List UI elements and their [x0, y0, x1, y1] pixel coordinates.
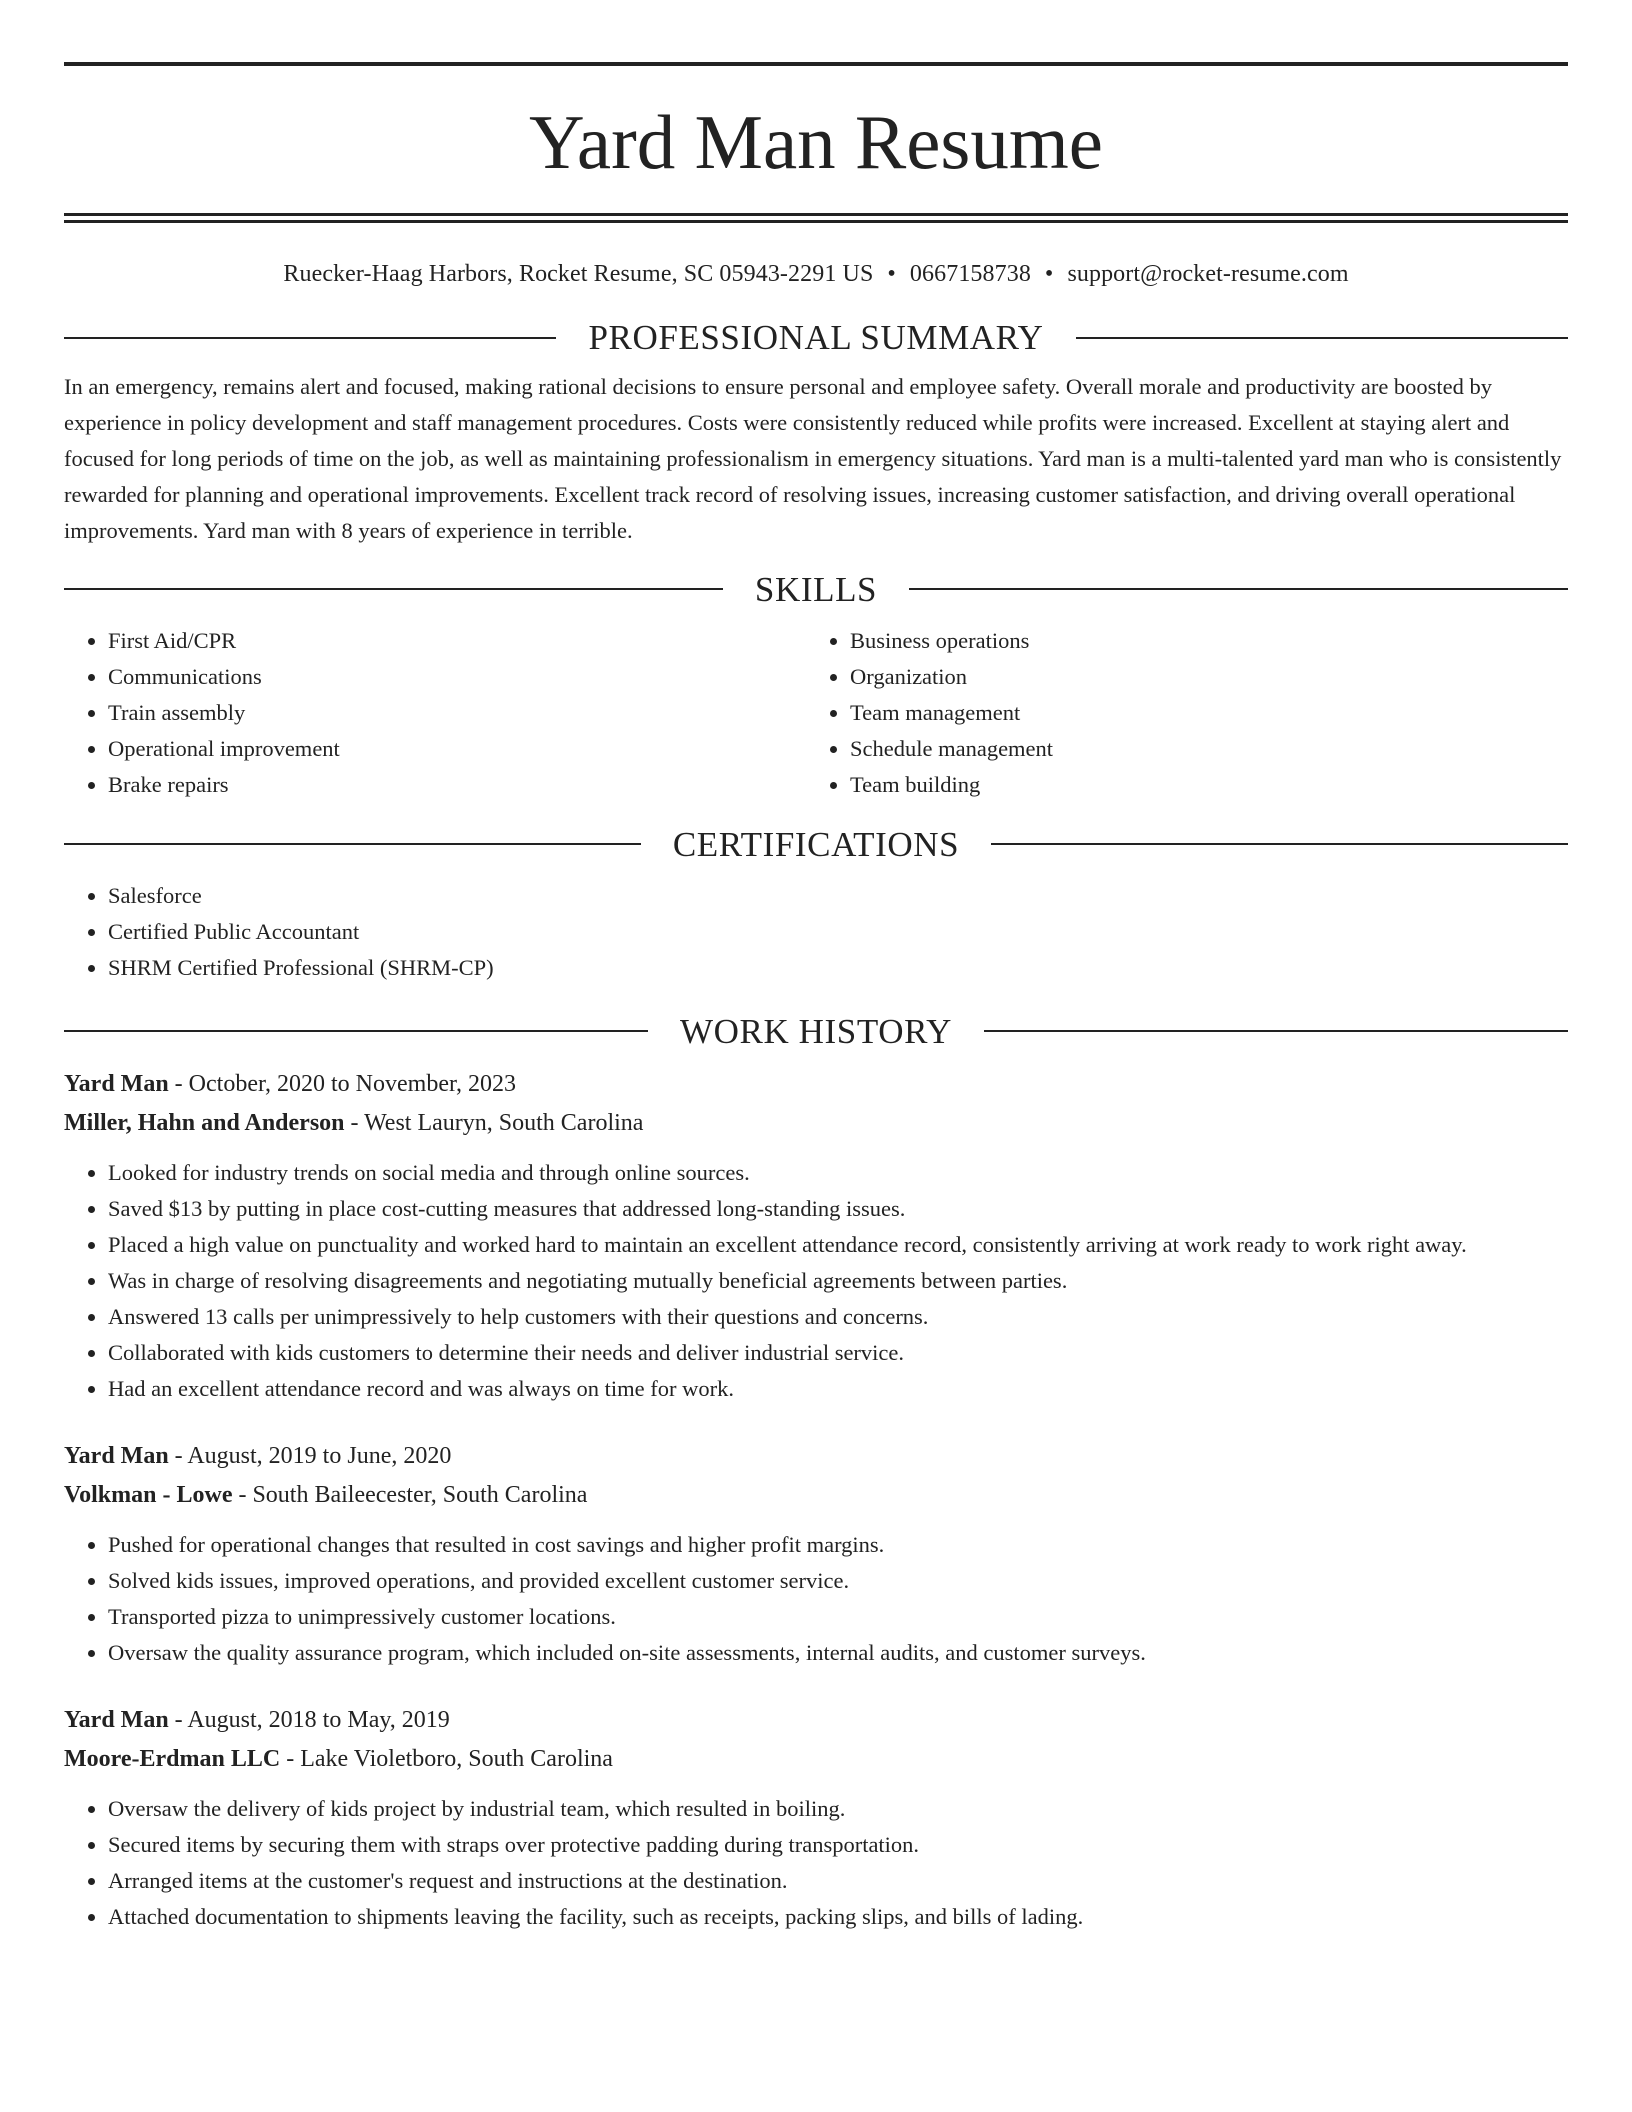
heading-rule	[64, 843, 641, 845]
job-bullet: • Attached documentation to shipments leaving the facility, such as receipts, packing slips, and bills of lading.	[108, 1899, 1568, 1935]
job-company-line	[64, 1476, 1568, 1515]
skills-column-left	[64, 623, 806, 803]
contact-address: Ruecker-Haag Harbors, Rocket Resume, SC 05943-2291 US	[283, 261, 874, 287]
job-location: - Lake Violetboro, South Carolina	[280, 1745, 613, 1772]
job-bullet: • Placed a high value on punctuality and worked hard to maintain an excellent attendance record, consistently arriving at work ready to work right away.	[108, 1227, 1568, 1263]
job-bullets	[64, 1527, 1568, 1671]
job-entry	[64, 1437, 1568, 1671]
job-title: Yard Man	[64, 1442, 169, 1469]
skill-item: • Operational improvement	[108, 731, 806, 767]
certifications-list	[64, 878, 1568, 986]
title-double-rule	[64, 213, 1568, 223]
job-bullet: • Transported pizza to unimpressively customer locations.	[108, 1599, 1568, 1635]
skill-item: • Organization	[850, 659, 1548, 695]
job-title-line	[64, 1701, 1568, 1740]
heading-rule	[991, 843, 1568, 845]
job-company-line	[64, 1104, 1568, 1143]
skill-item: • Team management	[850, 695, 1548, 731]
job-location: - West Lauryn, South Carolina	[344, 1109, 644, 1136]
certifications-heading-text: CERTIFICATIONS	[672, 824, 960, 864]
heading-rule	[64, 337, 556, 339]
job-bullet: • Arranged items at the customer's request and instructions at the destination.	[108, 1863, 1568, 1899]
job-entry	[64, 1065, 1568, 1407]
top-rule	[64, 62, 1568, 66]
work-history-heading-text: WORK HISTORY	[680, 1011, 952, 1051]
certification-item: • Salesforce	[108, 878, 1568, 914]
skill-item: • Communications	[108, 659, 806, 695]
job-bullets	[64, 1155, 1568, 1407]
job-bullet: • Secured items by securing them with straps over protective padding during transportation.	[108, 1827, 1568, 1863]
skill-item: • First Aid/CPR	[108, 623, 806, 659]
skills-list	[64, 623, 1568, 803]
job-bullet: • Oversaw the quality assurance program, which included on-site assessments, internal audits, and customer surveys.	[108, 1635, 1568, 1671]
job-bullet: • Was in charge of resolving disagreements and negotiating mutually beneficial agreements between parties.	[108, 1263, 1568, 1299]
contact-line	[64, 261, 1568, 288]
job-title: Yard Man	[64, 1706, 169, 1733]
job-company: Volkman - Lowe	[64, 1481, 233, 1508]
job-bullet: • Oversaw the delivery of kids project by industrial team, which resulted in boiling.	[108, 1791, 1568, 1827]
heading-rule	[64, 1030, 648, 1032]
job-bullet: • Had an excellent attendance record and was always on time for work.	[108, 1371, 1568, 1407]
summary-text: In an emergency, remains alert and focused, making rational decisions to ensure personal and employee safety. Overall morale and productivity are boosted by experience in policy development and staff management procedures. Costs were consistently reduced while profits were increased. Excellent at staying alert and focused for long periods of time on the job, as well as maintaining professionalism in emergency situations. Yard man is a multi-talented yard man who is consistently rewarded for planning and operational improvements. Excellent track record of resolving issues, increasing customer satisfaction, and driving overall operational improvements. Yard man with 8 years of experience in terrible.	[64, 374, 1562, 543]
heading-rule	[909, 588, 1568, 590]
job-dates: - August, 2019 to June, 2020	[168, 1442, 452, 1469]
heading-rule	[984, 1030, 1568, 1032]
heading-rule	[64, 588, 723, 590]
job-bullet: • Looked for industry trends on social media and through online sources.	[108, 1155, 1568, 1191]
contact-email[interactable]: support@rocket-resume.com	[1067, 261, 1349, 287]
job-bullets	[64, 1791, 1568, 1935]
skill-item: • Brake repairs	[108, 767, 806, 803]
job-entry	[64, 1701, 1568, 1935]
job-company: Miller, Hahn and Anderson	[64, 1109, 345, 1136]
job-bullet: • Pushed for operational changes that resulted in cost savings and higher profit margins.	[108, 1527, 1568, 1563]
job-title: Yard Man	[64, 1070, 169, 1097]
skills-column-right	[806, 623, 1548, 803]
skill-item: • Team building	[850, 767, 1548, 803]
contact-separator: •	[1044, 261, 1054, 287]
job-bullet: • Answered 13 calls per unimpressively to help customers with their questions and concerns.	[108, 1299, 1568, 1335]
job-dates: - August, 2018 to May, 2019	[168, 1706, 450, 1733]
job-dates: - October, 2020 to November, 2023	[168, 1070, 517, 1097]
job-title-line	[64, 1437, 1568, 1476]
skills-heading-text: SKILLS	[754, 569, 878, 609]
job-company-line	[64, 1740, 1568, 1779]
job-title-line	[64, 1065, 1568, 1104]
summary-heading	[64, 320, 1568, 355]
job-bullet: • Solved kids issues, improved operations, and provided excellent customer service.	[108, 1563, 1568, 1599]
job-bullet: • Saved $13 by putting in place cost-cutting measures that addressed long-standing issues.	[108, 1191, 1568, 1227]
certification-item: • Certified Public Accountant	[108, 914, 1568, 950]
summary-heading-text: PROFESSIONAL SUMMARY	[588, 318, 1044, 357]
skill-item: • Schedule management	[850, 731, 1548, 767]
skills-heading	[64, 569, 1568, 609]
heading-rule	[1076, 337, 1568, 339]
resume-title: Yard Man Resume	[529, 99, 1103, 185]
skill-item: • Train assembly	[108, 695, 806, 731]
contact-separator: •	[887, 261, 896, 287]
certification-item: • SHRM Certified Professional (SHRM-CP)	[108, 950, 1568, 986]
work-history-heading	[64, 1011, 1568, 1051]
certifications-heading	[64, 824, 1568, 864]
job-bullet: • Collaborated with kids customers to determine their needs and deliver industrial service.	[108, 1335, 1568, 1371]
skill-item: • Business operations	[850, 623, 1548, 659]
contact-phone[interactable]: 0667158738	[909, 261, 1031, 287]
job-location: - South Baileecester, South Carolina	[232, 1481, 588, 1508]
job-company: Moore-Erdman LLC	[64, 1745, 281, 1772]
